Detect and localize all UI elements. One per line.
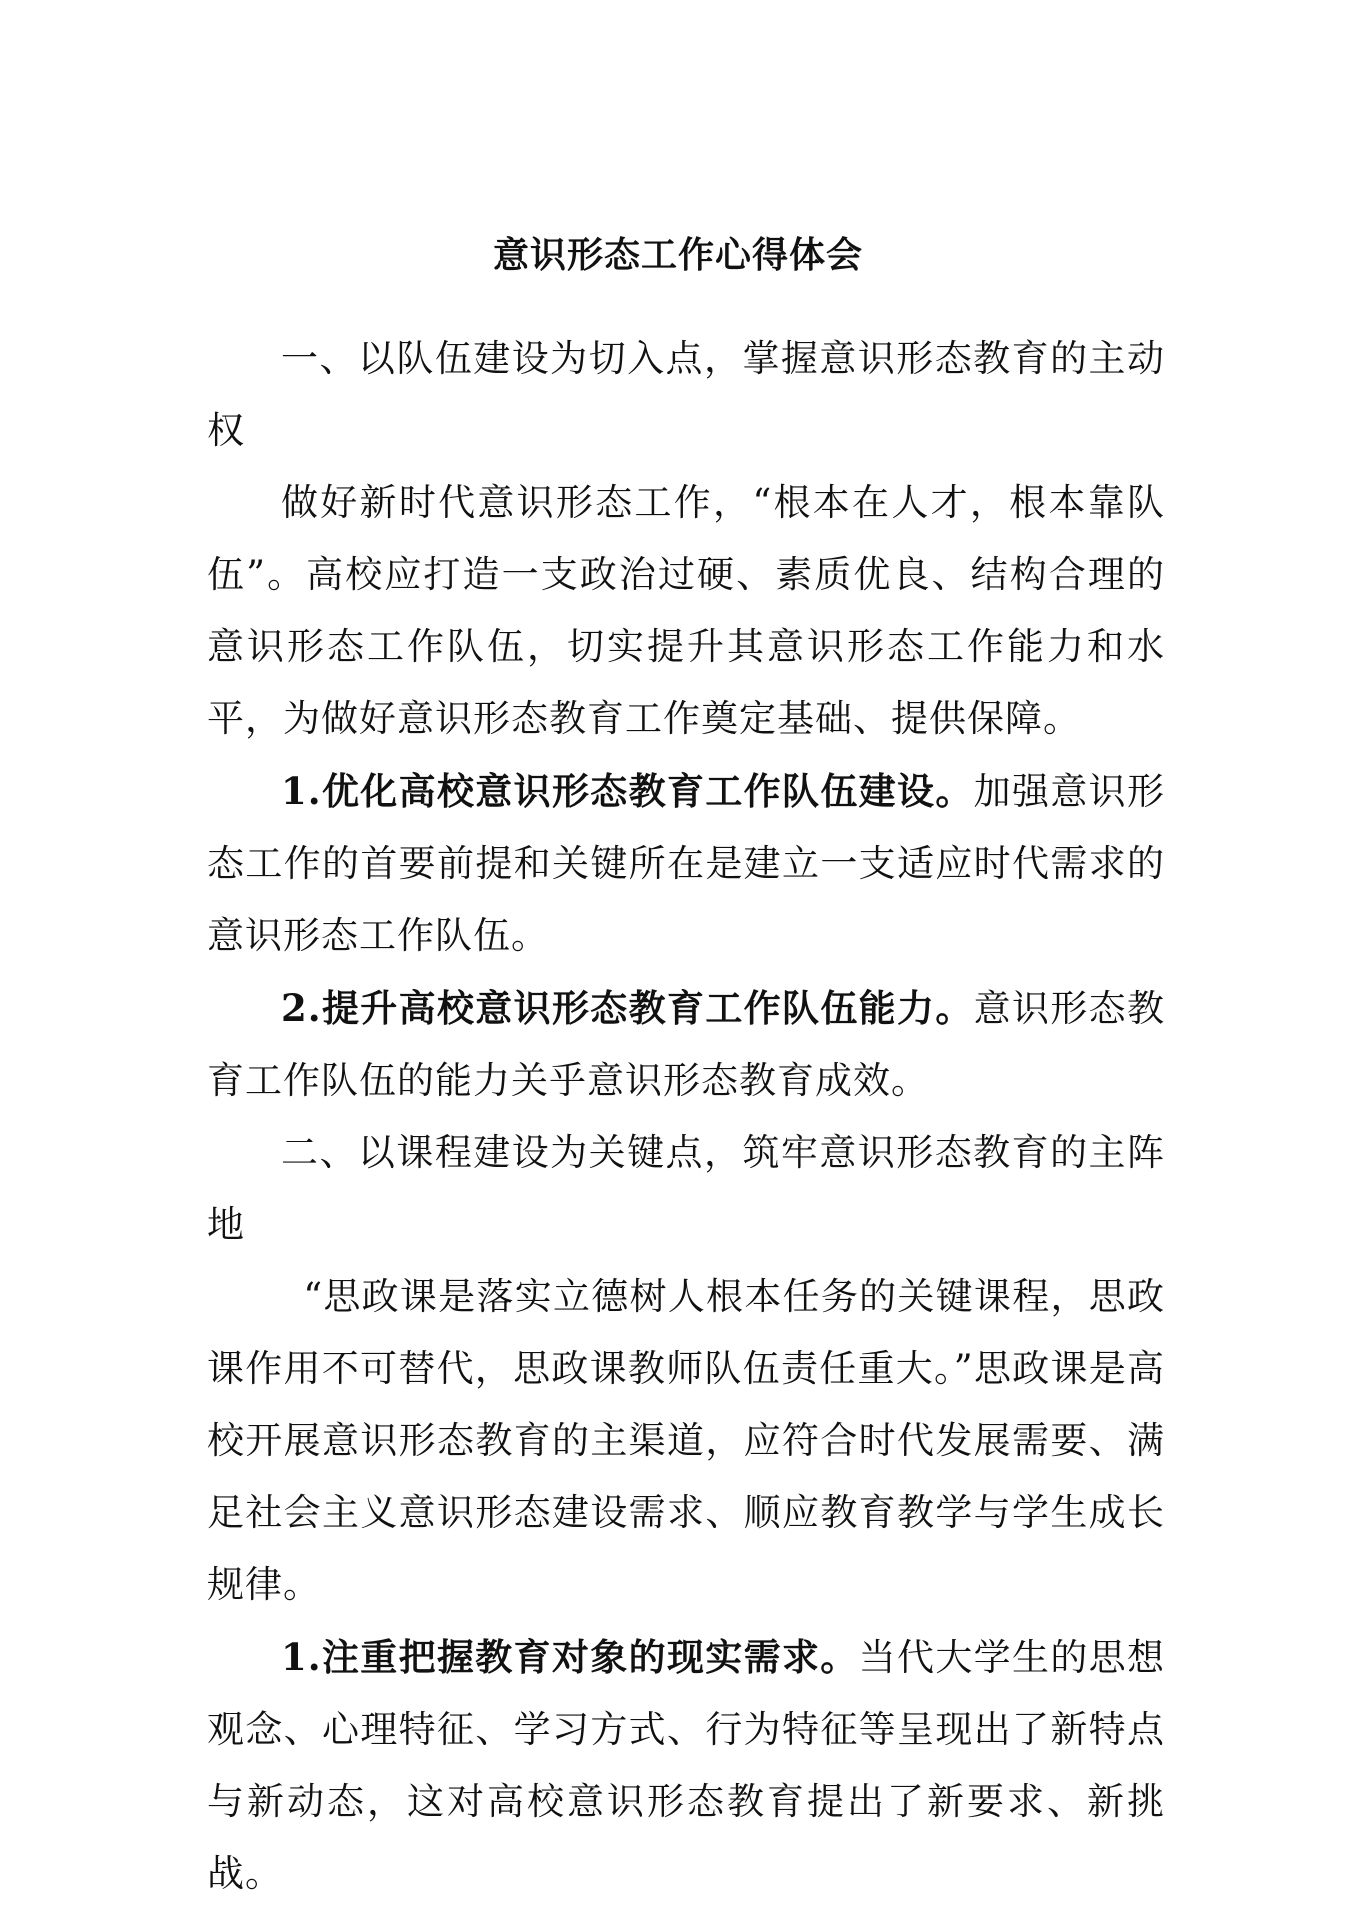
section-2-point-1-text: 当代大学生的思想观念、心理特征、学习方式、行为特征等呈现出了新特点与新动态，这对高校意识形态教育提出了新要求、新挑战。 bbox=[207, 1636, 1165, 1895]
section-1-point-2 bbox=[207, 972, 1165, 1117]
section-1-point-2-lead: 2.提升高校意识形态教育工作队伍能力。 bbox=[281, 986, 974, 1030]
document-title: 意识形态工作心得体会 bbox=[492, 234, 863, 276]
document-body bbox=[207, 323, 1165, 1910]
section-1-point-1-lead: 1.优化高校意识形态教育工作队伍建设。 bbox=[281, 769, 974, 813]
section-1-point-2-text: 意识形态教育工作队伍的能力关乎意识形态教育成效。 bbox=[207, 987, 1166, 1102]
section-2-intro: “思政课是落实立德树人根本任务的关键课程，思政课作用不可替代，思政课教师队伍责任重大。”思政课是高校开展意识形态教育的主渠道，应符合时代发展需要、满足社会主义意识形态建设需求、顺应教育教学与学生成长规律。 bbox=[207, 1275, 1165, 1606]
section-2-heading: 二、以课程建设为关键点，筑牢意识形态教育的主阵地 bbox=[207, 1131, 1165, 1246]
section-1-intro: 做好新时代意识形态工作，“根本在人才，根本靠队伍”。高校应打造一支政治过硬、素质优良、结构合理的意识形态工作队伍，切实提升其意识形态工作能力和水平，为做好意识形态教育工作奠定基础、提供保障。 bbox=[207, 481, 1165, 740]
section-1-heading: 一、以队伍建设为切入点，掌握意识形态教育的主动权 bbox=[207, 337, 1165, 452]
section-1-point-1-text: 加强意识形态工作的首要前提和关键所在是建立一支适应时代需求的意识形态工作队伍。 bbox=[207, 770, 1166, 957]
section-2-point-1 bbox=[207, 1621, 1165, 1910]
section-1-point-1 bbox=[207, 755, 1165, 972]
section-2-point-1-lead: 1.注重把握教育对象的现实需求。 bbox=[281, 1635, 859, 1679]
